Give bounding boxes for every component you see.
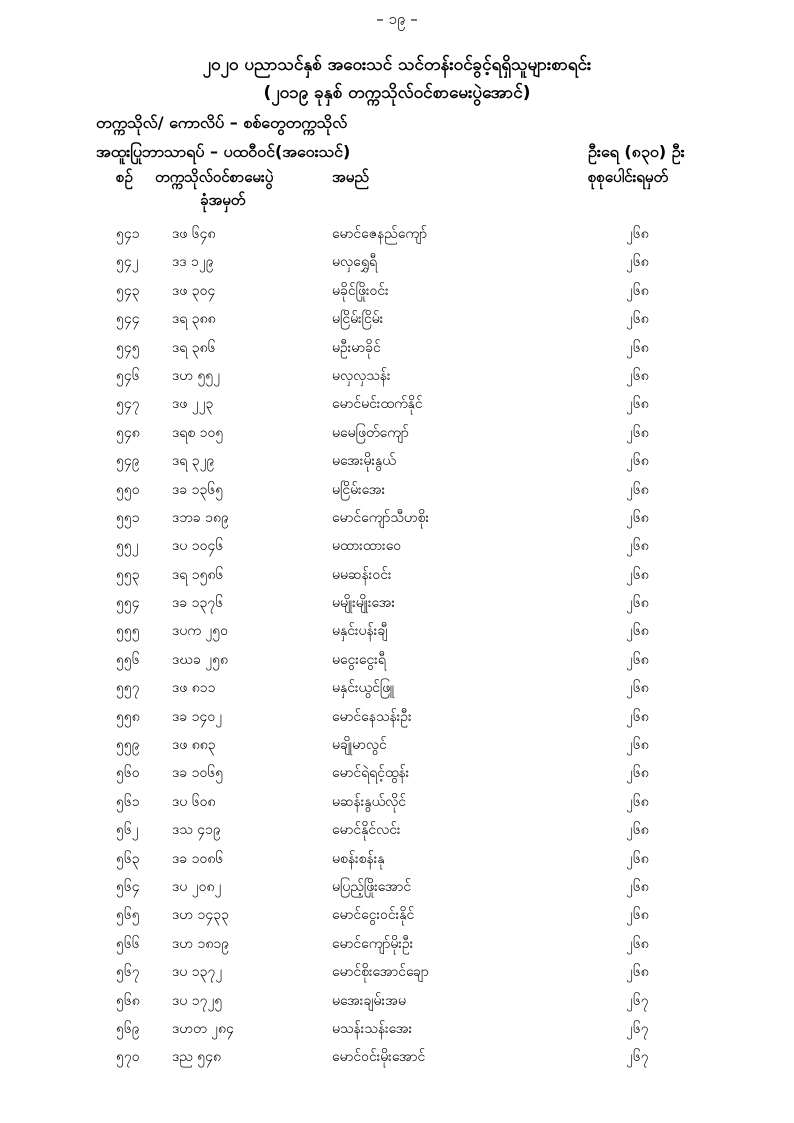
serial-cell: ၅၆၂ <box>116 822 139 839</box>
serial-cell: ၅၅၉ <box>116 737 140 754</box>
roll-cell: ဒဖ ၃၀၄ <box>172 282 216 299</box>
name-cell: မမေဖြတ်ကျော် <box>332 424 409 441</box>
name-cell: မပြည့်ဖြိုးအောင် <box>332 878 412 895</box>
roll-cell: ဒရ ၃၈၆ <box>172 339 216 356</box>
name-cell: မအေးမိုးနွယ် <box>332 453 396 470</box>
university-label: တက္ကသိုလ်/ ကောလိပ် – စစ်တွေတက္ကသိုလ် <box>96 113 348 132</box>
serial-cell: ၅၅၀ <box>116 481 140 498</box>
serial-cell: ၅၄၁ <box>116 226 140 242</box>
serial-cell: ၅၆၀ <box>116 765 140 782</box>
name-cell: မဦးမာခိုင် <box>332 339 381 356</box>
serial-cell: ၅၅၃ <box>116 566 140 583</box>
table-row <box>0 1015 794 1043</box>
table-row <box>0 617 794 645</box>
serial-cell: ၅၄၇ <box>116 396 140 413</box>
roll-cell: ဒဟ ၅၅၂ <box>172 367 221 384</box>
total-cell: ၂၆၈ <box>626 396 649 413</box>
name-cell: မချိုမာလွင် <box>332 737 387 754</box>
table-row <box>0 390 794 418</box>
roll-cell: ဒပက ၂၅၀ <box>172 623 229 640</box>
total-cell: ၂၆၈ <box>626 226 649 242</box>
roll-cell: ဒခ ၁၃၇၆ <box>172 595 224 612</box>
roll-cell: ဒည ၅၄၈ <box>172 1049 222 1066</box>
column-header-name: အမည် <box>332 168 369 186</box>
total-cell: ၂၆၈ <box>626 935 649 952</box>
roll-cell: ဒရ ၁၅၈၆ <box>172 566 224 583</box>
total-cell: ၂၆၈ <box>626 509 649 526</box>
total-cell: ၂၆၈ <box>626 595 649 612</box>
total-cell: ၂၆၈ <box>626 453 649 470</box>
name-cell: မောင်နိုင်လင်း <box>332 822 401 839</box>
name-cell: မောင်ဝင်းမိုးအောင် <box>332 1049 426 1066</box>
roll-cell: ဒဟ ၁၄၃၃ <box>172 907 229 924</box>
table-row <box>0 334 794 362</box>
serial-cell: ၅၇၀ <box>116 1049 140 1066</box>
roll-cell: ဒခ ၁၀၆၅ <box>172 765 224 782</box>
table-row <box>0 731 794 759</box>
serial-cell: ၅၆၄ <box>116 878 140 895</box>
table-row <box>0 589 794 617</box>
roll-cell: ဒခ ၁၃၆၅ <box>172 481 224 498</box>
total-cell: ၂၆၈ <box>626 737 649 754</box>
name-cell: မဆန်းနွယ်လိုင် <box>332 793 407 810</box>
serial-cell: ၅၆၈ <box>116 992 140 1009</box>
serial-cell: ၅၄၉ <box>116 453 140 470</box>
serial-cell: ၅၅၁ <box>116 509 140 526</box>
roll-cell: ဒဃခ ၂၅၈ <box>172 651 229 668</box>
table-row <box>0 248 794 276</box>
results-table <box>0 220 794 1072</box>
roll-cell: ဒဖ ၂၂၃ <box>172 396 214 413</box>
table-row <box>0 873 794 901</box>
table-row <box>0 419 794 447</box>
name-cell: မောင်ရဲရင့်ထွန်း <box>332 765 410 782</box>
serial-cell: ၅၅၆ <box>116 651 140 668</box>
table-row <box>0 504 794 532</box>
serial-cell: ၅၄၃ <box>116 282 140 299</box>
roll-cell: ဒရ ၃၈၈ <box>172 311 216 328</box>
roll-cell: ဒဒ ၁၂၉ <box>172 254 214 271</box>
total-cell: ၂၆၈ <box>626 822 649 839</box>
roll-cell: ဒဖ ၈၁၁ <box>172 680 216 697</box>
total-cell: ၂၆၈ <box>626 282 649 299</box>
table-row <box>0 930 794 958</box>
table-row <box>0 220 794 248</box>
roll-cell: ဒဖ ၈၈၃ <box>172 737 216 754</box>
serial-cell: ၅၅၈ <box>116 708 140 725</box>
serial-cell: ၅၆၉ <box>116 1020 140 1037</box>
table-row <box>0 1043 794 1071</box>
serial-cell: ၅၅၄ <box>116 595 140 612</box>
total-cell: ၂၆၈ <box>626 850 649 867</box>
total-cell: ၂၆၈ <box>626 907 649 924</box>
total-cell: ၂၆၈ <box>626 651 649 668</box>
table-row <box>0 305 794 333</box>
name-cell: မထားထားဝေ <box>332 538 402 555</box>
name-cell: မောင်မင်းထက်နိုင် <box>332 396 423 413</box>
total-cell: ၂၆၈ <box>626 566 649 583</box>
table-row <box>0 561 794 589</box>
table-row <box>0 987 794 1015</box>
total-cell: ၂၆၈ <box>626 538 649 555</box>
name-cell: မနှင်းယွင်ဖြူ <box>332 680 395 697</box>
name-cell: မောင်ကျော်မိုးဦး <box>332 935 414 952</box>
serial-cell: ၅၄၆ <box>116 367 140 384</box>
serial-cell: ၅၆၃ <box>116 850 140 867</box>
total-cell: ၂၆၈ <box>626 481 649 498</box>
roll-cell: ဒခ ၁၄၀၂ <box>172 708 223 725</box>
total-cell: ၂၆၇ <box>626 992 649 1009</box>
name-cell: မောင်နေသန်းဦး <box>332 708 412 725</box>
table-row <box>0 476 794 504</box>
table-row <box>0 277 794 305</box>
name-cell: မငွေးငွေးရီ <box>332 651 386 668</box>
name-cell: မလှလှသန်း <box>332 367 391 384</box>
roll-cell: ဒဟ ၁၈၁၉ <box>172 935 230 952</box>
table-row <box>0 958 794 986</box>
table-row <box>0 901 794 929</box>
name-cell: မငြိမ်းငြိမ်း <box>332 311 384 328</box>
roll-cell: ဒသ ၄၁၉ <box>172 822 221 839</box>
serial-cell: ၅၆၆ <box>116 935 140 952</box>
column-header-serial: စဉ် <box>116 168 133 186</box>
document-title: ၂၀၂၀ ပညာသင်နှစ် အဝေးသင် သင်တန်းဝင်ခွင့်ရရှိသူများစာရင်း <box>202 55 592 75</box>
seats-label: ဦးရေ (၈၃၀) ဦး <box>588 142 685 161</box>
roll-cell: ဒဟတ ၂၈၄ <box>172 1020 234 1037</box>
name-cell: မခိုင်ဖြိုးဝင်း <box>332 282 389 299</box>
total-cell: ၂၆၈ <box>626 793 649 810</box>
table-row <box>0 646 794 674</box>
roll-cell: ဒဘခ ၁၈၉ <box>172 509 229 526</box>
roll-cell: ဒဖ ၆၄၈ <box>172 226 216 242</box>
name-cell: မနှင်းပန်းချီ <box>332 623 388 640</box>
roll-cell: ဒပ ၆၀၈ <box>172 793 216 810</box>
serial-cell: ၅၄၄ <box>116 311 140 328</box>
name-cell: မသန်းသန်းအေး <box>332 1020 413 1037</box>
serial-cell: ၅၅၇ <box>116 680 140 697</box>
serial-cell: ၅၄၂ <box>116 254 139 271</box>
table-row <box>0 845 794 873</box>
roll-cell: ဒခ ၁၀၈၆ <box>172 850 224 867</box>
roll-cell: ဒရစ ၁၀၅ <box>172 424 224 441</box>
name-cell: မောင်စိုးအောင်ချော <box>332 964 429 981</box>
column-header-total: စုစုပေါင်းရမှတ် <box>588 168 669 186</box>
total-cell: ၂၆၈ <box>626 708 649 725</box>
serial-cell: ၅၄၅ <box>116 339 140 356</box>
total-cell: ၂၆၈ <box>626 254 649 271</box>
page-number: – ၁၉ – <box>376 10 418 28</box>
table-row <box>0 759 794 787</box>
total-cell: ၂၆၈ <box>626 424 649 441</box>
roll-cell: ဒပ ၁၃၇၂ <box>172 964 223 981</box>
name-cell: မငြိမ်းအေး <box>332 481 386 498</box>
name-cell: မမဆန်းဝင်း <box>332 566 392 583</box>
total-cell: ၂၆၇ <box>626 1049 649 1066</box>
name-cell: မောင်ငွေးဝင်းနိုင် <box>332 907 415 924</box>
serial-cell: ၅၄၈ <box>116 424 140 441</box>
column-header-roll-2: ခုံအမှတ် <box>200 191 246 209</box>
total-cell: ၂၆၈ <box>626 367 649 384</box>
serial-cell: ၅၆၇ <box>116 964 140 981</box>
name-cell: မောင်ကျော်သီဟစိုး <box>332 509 430 526</box>
roll-cell: ဒပ ၂၀၈၂ <box>172 878 222 895</box>
serial-cell: ၅၅၂ <box>116 538 139 555</box>
table-row <box>0 362 794 390</box>
roll-cell: ဒပ ၁၀၄၆ <box>172 538 224 555</box>
total-cell: ၂၆၇ <box>626 1020 649 1037</box>
serial-cell: ၅၆၅ <box>116 907 140 924</box>
name-cell: မလှရွှေရီ <box>332 254 378 271</box>
table-row <box>0 703 794 731</box>
column-header-roll: တက္ကသိုလ်ဝင်စာမေးပွဲ <box>155 168 274 186</box>
total-cell: ၂၆၈ <box>626 878 649 895</box>
major-label: အထူးပြုဘာသာရပ် – ပထဝီဝင်(အဝေးသင်) <box>96 142 351 161</box>
table-row <box>0 532 794 560</box>
serial-cell: ၅၅၅ <box>116 623 140 640</box>
total-cell: ၂၆၈ <box>626 339 649 356</box>
name-cell: မောင်ဇေနည်ကျော် <box>332 226 428 242</box>
table-row <box>0 788 794 816</box>
table-row <box>0 674 794 702</box>
roll-cell: ဒရ ၃၂၉ <box>172 453 215 470</box>
table-row <box>0 447 794 475</box>
total-cell: ၂၆၈ <box>626 964 649 981</box>
document-subtitle: (၂၀၁၉ ခုနှစ် တက္ကသိုလ်ဝင်စာမေးပွဲအောင်) <box>263 83 531 103</box>
total-cell: ၂၆၈ <box>626 623 649 640</box>
roll-cell: ဒပ ၁၇၂၅ <box>172 992 223 1009</box>
total-cell: ၂၆၈ <box>626 311 649 328</box>
name-cell: မစန်းစန်းနု <box>332 850 385 867</box>
total-cell: ၂၆၈ <box>626 680 649 697</box>
name-cell: မအေးချမ်းအမ <box>332 992 406 1009</box>
name-cell: မမျိုးမျိုးအေး <box>332 595 396 612</box>
total-cell: ၂၆၈ <box>626 765 649 782</box>
table-row <box>0 816 794 844</box>
serial-cell: ၅၆၁ <box>116 793 140 810</box>
